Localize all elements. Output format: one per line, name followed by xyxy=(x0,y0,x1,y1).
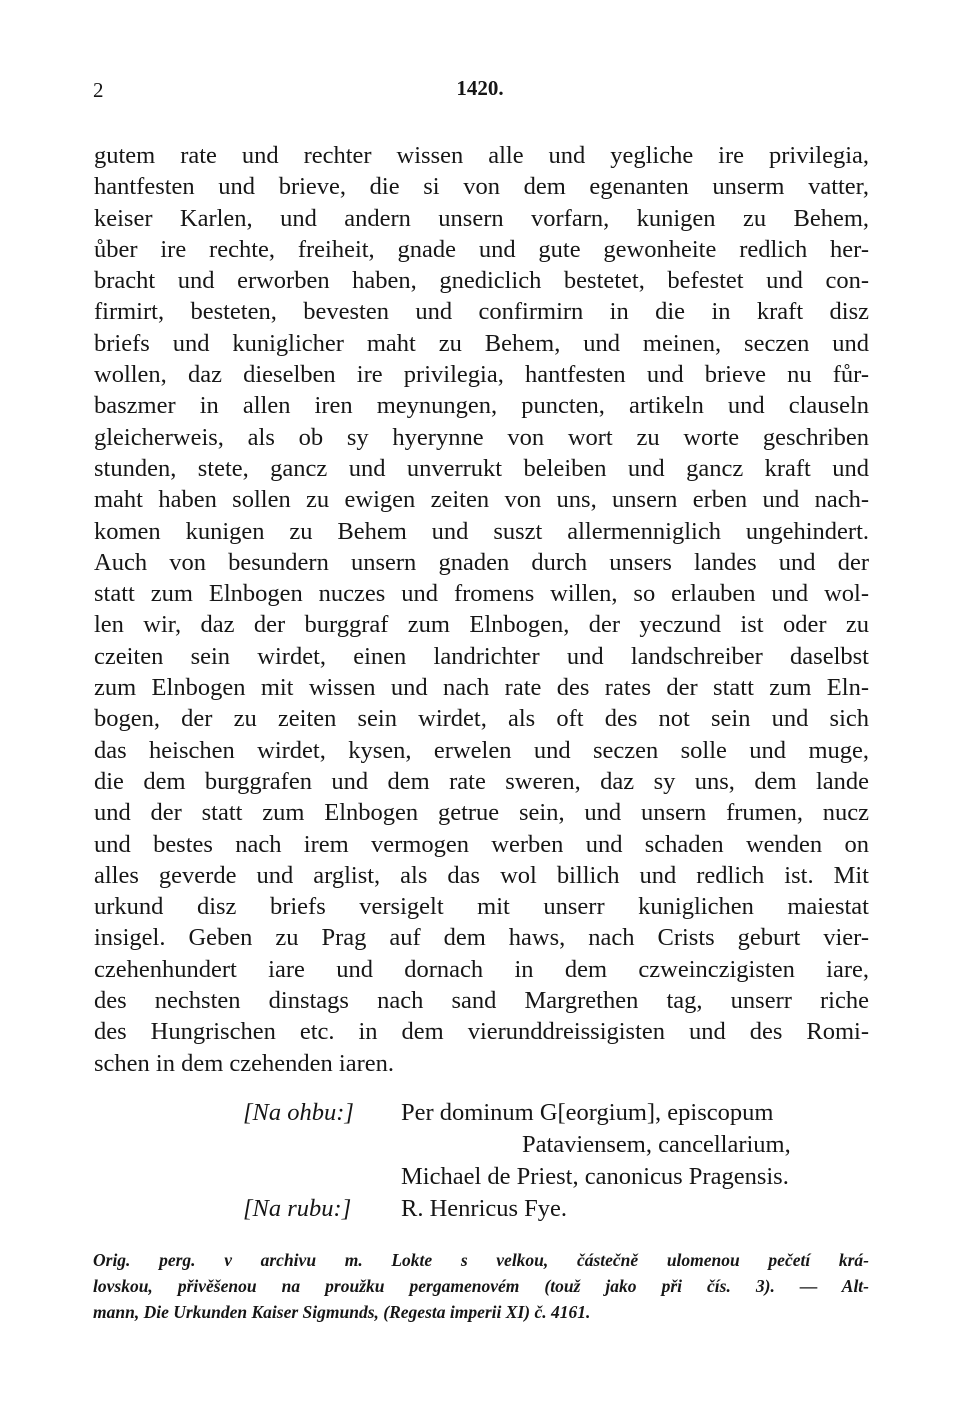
text-line: urkund disz briefs versigelt mit unserr kuniglichen maiestat xyxy=(94,893,869,921)
text-line: czeiten sein wirdet, einen landrichter und landschreiber daselbst xyxy=(94,642,869,670)
text-line: keiser Karlen, und andern unsern vorfarn, kunigen zu Behem, xyxy=(94,204,869,232)
text-line: des Hungrischen etc. in dem vierunddreissigisten und des Romi- xyxy=(94,1018,869,1046)
back-label: [Na rubu:] xyxy=(243,1195,352,1222)
note-line: mann, Die Urkunden Kaiser Sigmunds, (Regesta imperii XI) č. 4161. xyxy=(93,1302,591,1322)
text-line: komen kunigen zu Behem und suszt allermenniglich ungehindert. xyxy=(94,517,869,545)
text-line: bogen, der zu zeiten sein wirdet, als oft des not sein und sich xyxy=(94,705,869,733)
text-line: des nechsten dinstags nach sand Margrethen tag, unserr riche xyxy=(94,987,869,1015)
text-line: gutem rate und rechter wissen alle und yegliche ire privilegia, xyxy=(94,142,869,169)
fold-signature-line-1: Per dominum G[eorgium], episcopum xyxy=(401,1099,774,1126)
text-line: baszmer in allen iren meynungen, puncten, artikeln und clauseln xyxy=(94,392,869,420)
text-line: Auch von besundern unsern gnaden durch unsers landes und der xyxy=(94,548,869,576)
text-line: len wir, daz der burggraf zum Elnbogen, der yeczund ist oder zu xyxy=(94,611,869,639)
attestation-fold-row-2 xyxy=(0,1129,960,1161)
text-line: wollen, daz dieselben ire privilegia, hantfesten und brieve nu fůr- xyxy=(94,361,869,389)
text-line: statt zum Elnbogen nuczes und fromens willen, so erlauben und wol- xyxy=(94,580,869,608)
note-line: Orig. perg. v archivu m. Lokte s velkou, částečně ulomenou pečetí krá- xyxy=(93,1250,869,1270)
page-number: 2 xyxy=(93,78,104,102)
attestation-fold-row xyxy=(0,1097,960,1129)
attestation-fold-row-3 xyxy=(0,1161,960,1193)
fold-label: [Na ohbu:] xyxy=(243,1099,354,1126)
fold-signature-line-3: Michael de Priest, canonicus Pragensis. xyxy=(401,1163,789,1190)
fold-signature-line-2: Pataviensem, cancellarium, xyxy=(522,1131,791,1158)
charter-text xyxy=(94,140,869,1079)
note-line: lovskou, přivěšenou na proužku pergamenovém (touž jako při čís. 3). — Alt- xyxy=(93,1276,869,1296)
text-line: zum Elnbogen mit wissen und nach rate des rates der statt zum Eln- xyxy=(94,674,869,702)
text-line: maht haben sollen zu ewigen zeiten von uns, unsern erben und nach- xyxy=(94,486,869,514)
text-line: das heischen wirdet, kysen, erwelen und seczen solle und muge, xyxy=(94,736,869,764)
text-line: und bestes nach irem vermogen werben und schaden wenden on xyxy=(94,830,869,858)
text-line: firmirt, besteten, bevesten und confirmirn in die in kraft disz xyxy=(94,298,869,326)
text-line: hantfesten und brieve, die si von dem egenanten unserm vatter, xyxy=(94,173,869,201)
text-line: alles geverde und arglist, als das wol billich und redlich ist. Mit xyxy=(94,861,869,889)
text-line: ůber ire rechte, freiheit, gnade und gute gewonheite redlich her- xyxy=(94,235,869,263)
source-note xyxy=(93,1247,869,1325)
running-header-year: 1420. xyxy=(456,76,504,100)
text-line: stunden, stete, gancz und unverrukt beleiben und gancz kraft und xyxy=(94,454,869,482)
back-signature-line: R. Henricus Fye. xyxy=(401,1195,568,1222)
text-line: und der statt zum Elnbogen getrue sein, und unsern frumen, nucz xyxy=(94,799,869,827)
text-line: briefs und kuniglicher maht zu Behem, und meinen, seczen und xyxy=(94,329,869,357)
text-line: gleicherweis, als ob sy hyerynne von wort zu worte geschriben xyxy=(94,423,869,451)
attestation-back-row xyxy=(0,1193,960,1225)
text-line: die dem burggrafen und dem rate sweren, daz sy uns, dem lande xyxy=(94,767,869,795)
text-line: schen in dem czehenden iaren. xyxy=(94,1049,394,1077)
text-line: bracht und erworben haben, gnediclich bestetet, befestet und con- xyxy=(94,267,869,295)
text-line: czehenhundert iare und dornach in dem czweinczigisten iare, xyxy=(94,955,869,983)
attestations xyxy=(0,1097,960,1225)
text-line: insigel. Geben zu Prag auf dem haws, nach Crists geburt vier- xyxy=(94,924,869,952)
